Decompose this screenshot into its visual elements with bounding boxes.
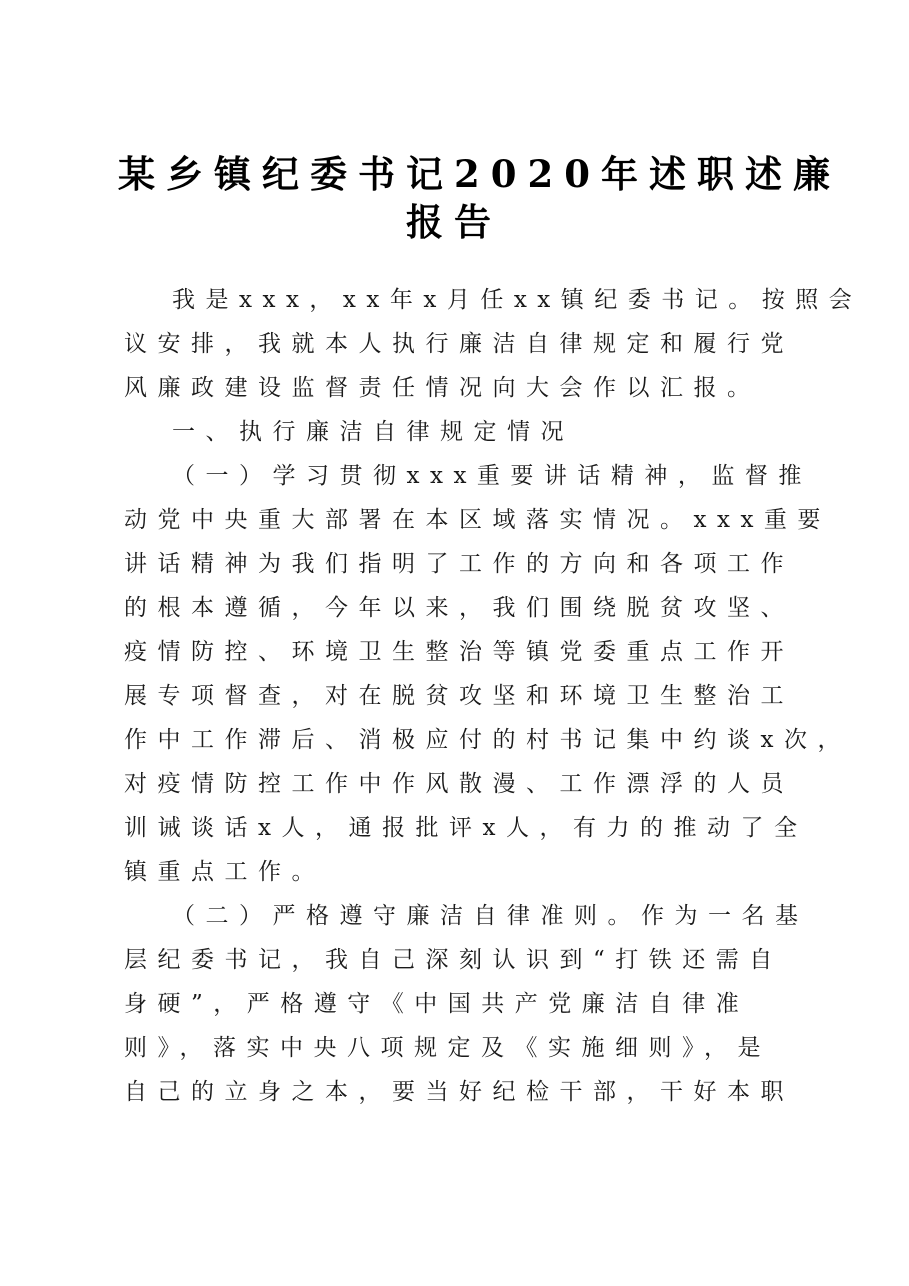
text-line: 训诫谈话x人，通报批评x人，有力的推动了全 (124, 815, 808, 841)
title-line-2: 报告 (406, 200, 502, 244)
text-line: 对疫情防控工作中作风散漫、工作漂浮的人员 (124, 771, 794, 797)
paragraph-intro (124, 278, 863, 410)
paragraph-section-1-2 (124, 894, 809, 1114)
text-line: 则》，落实中央八项规定及《实施细则》，是 (124, 1035, 771, 1061)
text-line: 动党中央重大部署在本区域落实情况。xxx重要 (124, 507, 831, 533)
text-line: 讲话精神为我们指明了工作的方向和各项工作 (124, 551, 794, 577)
text-line: 层纪委书记，我自己深刻认识到“打铁还需自 (124, 947, 783, 973)
paragraph-section-1-1 (124, 454, 851, 894)
heading-line: 一、执行廉洁自律规定情况 (172, 419, 574, 445)
document-body (124, 278, 863, 1114)
text-line: 镇重点工作。 (124, 859, 325, 885)
text-line: 我是xxx，xx年x月任xx镇纪委书记。按照会 (172, 287, 863, 313)
text-line: 作中工作滞后、消极应付的村书记集中约谈x次， (124, 727, 851, 753)
text-line: 自己的立身之本，要当好纪检干部，干好本职 (124, 1079, 794, 1105)
text-line: 疫情防控、环境卫生整治等镇党委重点工作开 (124, 639, 794, 665)
text-line: （一）学习贯彻xxx重要讲话精神，监督推 (172, 463, 812, 489)
text-line: 展专项督查，对在脱贫攻坚和环境卫生整治工 (124, 683, 794, 709)
text-line: 身硬”，严格遵守《中国共产党廉洁自律准 (124, 991, 750, 1017)
text-line: 风廉政建设监督责任情况向大会作以汇报。 (124, 375, 761, 401)
section-heading-1 (124, 410, 794, 454)
text-line: 议安排，我就本人执行廉洁自律规定和履行党 (124, 331, 794, 357)
document-title (118, 150, 841, 246)
text-line: （二）严格遵守廉洁自律准则。作为一名基 (172, 903, 809, 929)
text-line: 的根本遵循，今年以来，我们围绕脱贫攻坚、 (124, 595, 794, 621)
title-line-1: 某乡镇纪委书记2020年述职述廉 (118, 152, 841, 196)
